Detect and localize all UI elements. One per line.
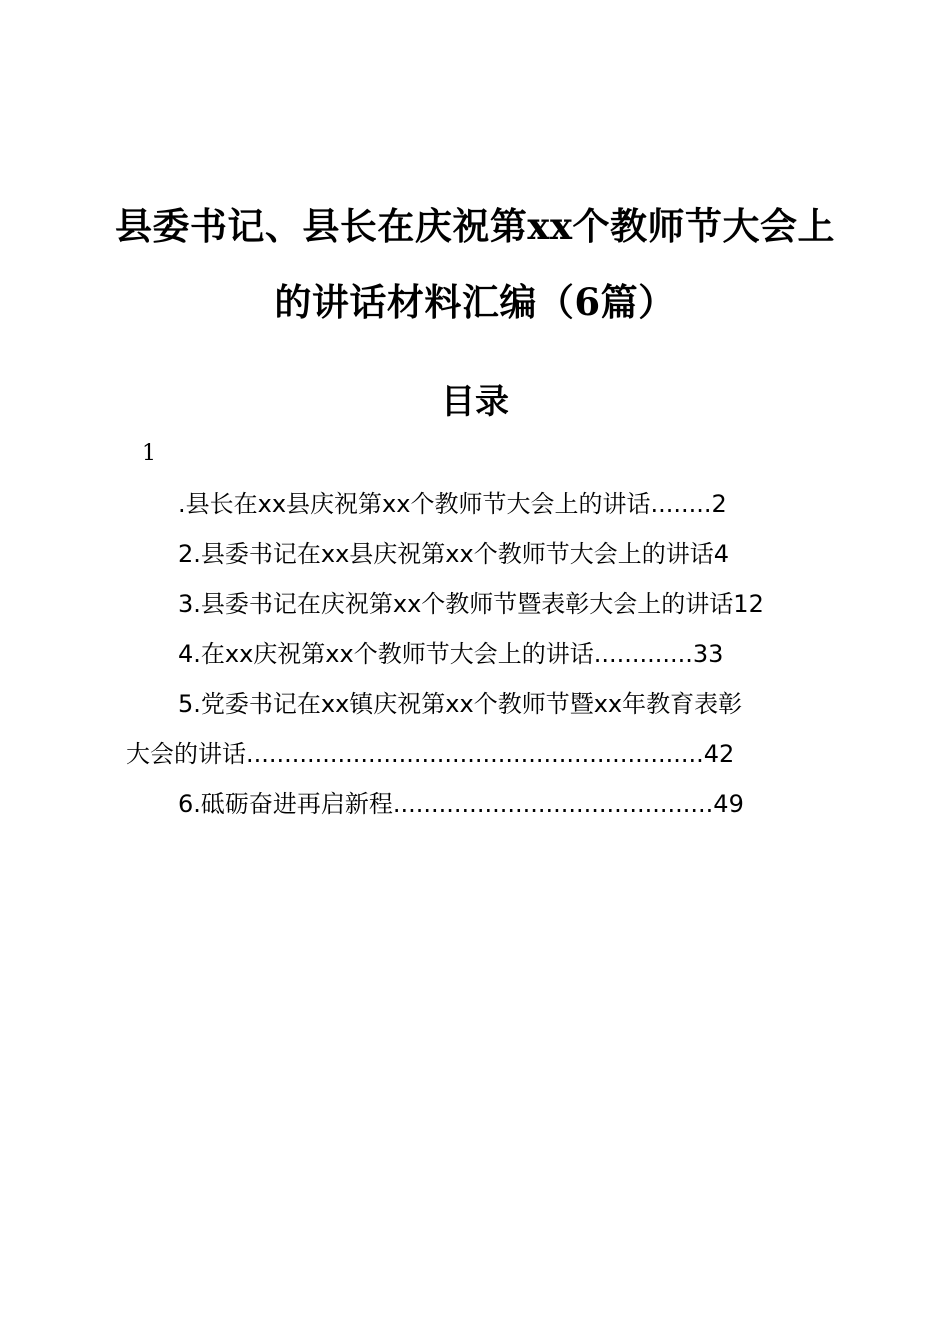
toc-entry-4[interactable]: 4.在xx庆祝第xx个教师节大会上的讲话.............33: [178, 640, 724, 668]
toc-entry-5-line-1[interactable]: 5.党委书记在xx镇庆祝第xx个教师节暨xx年教育表彰: [178, 690, 743, 718]
document-title-line-1: 县委书记、县长在庆祝第xx个教师节大会上: [114, 204, 836, 248]
toc-entry-1[interactable]: .县长在xx县庆祝第xx个教师节大会上的讲话........2: [178, 490, 727, 518]
page-number-marker: 1: [142, 441, 156, 466]
document-title-line-2: 的讲话材料汇编（6篇）: [274, 280, 676, 324]
toc-entry-6[interactable]: 6.砥砺奋进再启新程..........................................49: [178, 790, 744, 818]
toc-entry-5-line-2[interactable]: 大会的讲话............................................................42: [126, 740, 735, 768]
toc-entry-2[interactable]: 2.县委书记在xx县庆祝第xx个教师节大会上的讲话4: [178, 540, 729, 568]
toc-heading: 目录: [441, 382, 509, 422]
toc-entry-3[interactable]: 3.县委书记在庆祝第xx个教师节暨表彰大会上的讲话12: [178, 590, 764, 618]
